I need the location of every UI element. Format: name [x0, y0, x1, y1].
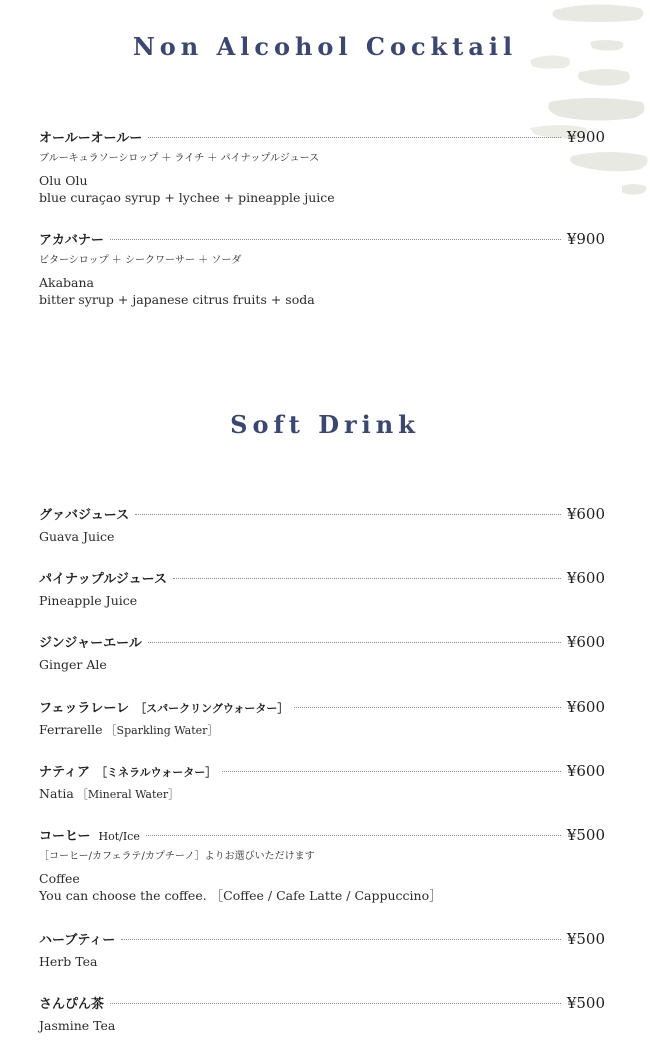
item-en-name: Coffee	[39, 871, 80, 886]
dotted-leader	[148, 642, 561, 643]
item-en-name: Pineapple Juice	[39, 593, 138, 608]
item-jp-name: オールーオールー	[39, 131, 143, 146]
menu-item-jasmine-tea	[39, 993, 605, 1034]
item-en-name: Natia	[39, 786, 74, 801]
section-title-non-alcohol: Non Alcohol Cocktail	[132, 32, 518, 61]
item-en-name: Guava Juice	[39, 529, 115, 544]
item-jp-desc: ビターシロップ ＋ シークワーサー ＋ ソーダ	[39, 255, 242, 266]
menu-item-coffee	[39, 825, 605, 904]
section-title-soft-drink: Soft Drink	[230, 410, 420, 439]
item-en-name: Ferrarelle	[39, 722, 103, 737]
dotted-leader	[222, 771, 561, 772]
item-en-sub: ［Mineral Water］	[76, 788, 180, 801]
item-price: ¥600	[566, 762, 605, 780]
item-price: ¥900	[566, 230, 605, 248]
dotted-leader	[135, 514, 561, 515]
menu-item-pineapple-juice	[39, 568, 605, 609]
item-price: ¥600	[566, 505, 605, 523]
menu-item-natia	[39, 761, 605, 803]
menu-item-akabana	[39, 229, 605, 308]
item-en-name: Jasmine Tea	[39, 1018, 116, 1033]
item-jp-sub: ［ミネラルウォーター］	[95, 766, 217, 779]
item-price: ¥900	[566, 128, 605, 146]
item-jp-name: フェッラレーレ	[39, 701, 130, 716]
dotted-leader	[148, 137, 561, 138]
item-jp-sub: Hot/Ice	[98, 830, 140, 843]
item-jp-name: アカバナー	[39, 233, 104, 248]
dotted-leader	[110, 1003, 561, 1004]
dotted-leader	[294, 707, 560, 708]
item-price: ¥500	[566, 826, 605, 844]
item-en-desc: blue curaçao syrup + lychee + pineapple juice	[39, 190, 335, 205]
item-price: ¥600	[566, 698, 605, 716]
item-price: ¥600	[566, 569, 605, 587]
dotted-leader	[146, 835, 561, 836]
item-en-desc: bitter syrup + japanese citrus fruits + soda	[39, 292, 315, 307]
item-en-sub: ［Sparkling Water］	[105, 724, 219, 737]
menu-item-herb-tea	[39, 929, 605, 970]
dotted-leader	[110, 239, 561, 240]
item-en-name: Akabana	[39, 275, 95, 290]
item-jp-name: コーヒー	[39, 829, 91, 844]
item-en-name-row	[39, 721, 605, 739]
item-en-name: Ginger Ale	[39, 657, 107, 672]
item-jp-name: グァバジュース	[39, 508, 130, 523]
item-price: ¥500	[566, 930, 605, 948]
item-en-name: Herb Tea	[39, 954, 98, 969]
dotted-leader	[121, 939, 561, 940]
item-jp-name: パイナップルジュース	[39, 572, 167, 587]
menu-item-ginger-ale	[39, 632, 605, 673]
item-jp-name: ナティア	[39, 765, 90, 780]
item-jp-name: さんぴん茶	[39, 997, 105, 1012]
item-jp-name: ジンジャーエール	[39, 636, 142, 651]
item-jp-desc: ブルーキュラソーシロップ ＋ ライチ ＋ パイナップルジュース	[39, 153, 320, 164]
menu-item-olu-olu	[39, 127, 605, 206]
item-en-name-row	[39, 785, 605, 803]
menu-item-guava-juice	[39, 504, 605, 545]
item-jp-desc: ［コーヒー/カフェラテ/カプチーノ］よりお選びいただけます	[39, 851, 315, 862]
dotted-leader	[173, 578, 561, 579]
item-jp-name: ハーブティー	[39, 933, 116, 948]
menu-item-ferrarelle	[39, 697, 605, 739]
item-jp-sub: ［スパークリングウォーター］	[135, 702, 289, 715]
item-en-desc: You can choose the coffee. ［Coffee / Cafe Latte / Cappuccino］	[39, 888, 442, 903]
item-en-name: Olu Olu	[39, 173, 88, 188]
item-price: ¥600	[566, 633, 605, 651]
item-price: ¥500	[566, 994, 605, 1012]
